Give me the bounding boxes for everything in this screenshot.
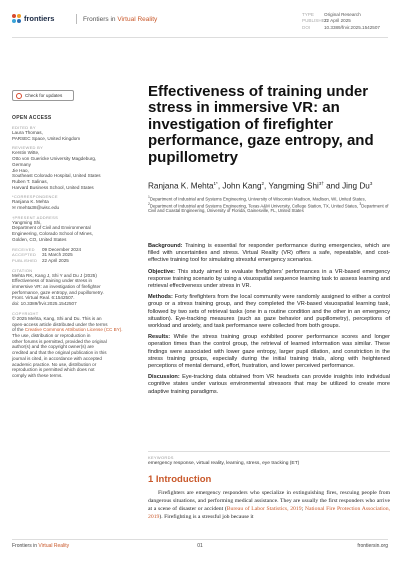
keywords-divider [148,451,390,452]
open-access-label: OPEN ACCESS [12,115,52,121]
citation-link[interactable]: National Fire Protection Association, 2019 [148,506,390,521]
frontiers-logo-icon [12,14,21,23]
meta-published: PUBLISHED22 April 2025 [302,18,351,24]
logo-dot [17,14,21,18]
footer-site-link[interactable]: frontiersin.org [357,543,388,549]
page-footer [12,543,388,553]
article-meta [302,12,380,31]
frontiers-logo[interactable] [12,14,54,23]
affiliations: $^1$Department of Industrial and Systems Engineering, University of Wisconsin Madison, Madison, WI, United States, $^2$Department of Industrial and Systems Engineering, Texas A&M University, College Station, TX, United States, $^3$Department of Civil and Coastal Engineering, University of Florida, Gainesville, FL, United States [148,195,389,214]
sidebar-present-address: †PRESENT ADDRESS Yangming Shi, Department of Civil and Environmental Engineering, Colorado School of Mines, Golden, CO, United States [12,214,93,242]
journal-name: Virtual Reality [117,15,158,23]
author-name[interactable]: John Kang [222,181,262,191]
check-for-updates-button[interactable]: Check for updates [12,90,74,101]
abstract [148,243,390,400]
cc-by-license-link[interactable]: Creative Commons Attribution License (CC BY). [24,327,123,333]
journal-prefix: Frontiers in [83,15,116,23]
sidebar-dates: RECEIVED 09 December 2024 ACCEPTED 31 March 2025 PUBLISHED 22 April 2025 [12,246,82,263]
author-list: Ranjana K. Mehta$^{1*}$, John Kang$^2$, Yangming Shi$^{3\dagger}$ and Jing Du$^3$ [148,181,373,191]
meta-doi: DOI 10.3389/frvir.2025.1542507 [302,24,380,30]
header-divider-line [12,37,388,38]
journal-title[interactable] [70,14,157,24]
keywords: emergency response, virtual reality, learning, stress, eye tracking (ET) [148,461,300,466]
article-title: Effectiveness of training under stress in immersive VR: an investigation of firefighter performance, gaze entropy, and pupillometry [148,83,374,166]
introduction-text: Firefighters are emergency responders who specialize in extinguishing fires, rescuing people from dangerous situations, and performing medical assistance. They are usually the first responders who arrive at a scene of disaster or accident (Bureau of Labor Statistics, 2019; National Fire Protection Association, 2019). Firefighting is a stressful job because it [148,490,390,521]
sidebar-copyright: COPYRIGHT © 2025 Mehta, Kang, Shi and Du. This is an open-access article distributed under the terms of the Creative Commons Attribution License (CC BY). The use, distribution or reproduction in other forums is permitted, provided the original author(s) and the copyright owner(s) are credited and that the original publication in this journal is cited, in accordance with accepted academic practice. No use, distribution or reproduction is permitted which does not comply with these terms. [12,310,123,378]
header-divider [76,14,77,24]
logo-dot [12,19,16,23]
abstract-methods: Methods: Forty firefighters from the local community were randomly assigned to either a control group or a stress training group, and they completed the VR-based visuospatial learning task, followed by two sets of retrieval tasks (one in a routine condition and the other in an emergency situation). Eye-tracking measures (such as gaze behavior and pupillometry), perceptions of workload and anxiety, and task performance were collected from both groups. [148,294,390,330]
sidebar-citation: CITATION Mehta RK, Kang J, Shi Y and Du J (2025) Effectiveness of training under stress in immersive VR: an investigation of firefighter performance, gaze entropy, and pupillometry. Front. Virtual Real. 6:1542507. doi: 10.3389/frvir.2025.1542507 [12,267,104,307]
author-name[interactable]: Ranjana K. Mehta [148,181,214,191]
citation-link[interactable]: Bureau of Labor Statistics, 2019 [226,506,302,513]
footer-divider [12,539,388,540]
page-number: 01 [197,543,203,549]
section-heading: 1 Introduction [148,474,212,485]
footer-journal[interactable]: Frontiers in Virtual Reality [12,543,70,549]
correspondence-email-link[interactable]: ✉ rmehta38@wisc.edu [12,205,60,211]
sidebar-reviewed-by: REVIEWED BY Kerstin Witte, Otto von Guericke University Magdeburg, Germany Jie Hao, Southeast Colorado Hospital, United States Ruben T. Salinas, Harvard Business School, United States [12,145,101,190]
logo-dot [12,14,16,18]
keywords-label: KEYWORDS [148,455,174,460]
author-name[interactable]: Jing Du [342,181,370,191]
page-header [12,12,388,34]
logo-dot [17,19,21,23]
meta-type: TYPE Original Research [302,12,361,17]
author-name[interactable]: Yangming Shi [268,181,319,191]
sidebar-correspondence: *CORRESPONDENCE Ranjana K. Mehta ✉ rmehta38@wisc.edu [12,194,130,210]
abstract-background: Background: Training is essential for responder performance during emergencies, which are filled with uncertainties and stress. Virtual Reality (VR) offers a safe, repeatable, and cost-effective training tool for simulating stressful emergency scenarios. [148,243,390,264]
abstract-objective: Objective: This study aimed to evaluate firefighters' performances in a VR-based emergency response training scenario by using a visuospatial sequence learning task to assess learning and retrieval effectiveness under stress in VR. [148,268,391,290]
abstract-discussion: Discussion: Eye-tracking data obtained from VR headsets can provide insights into individual cognitive states under various environmental stressors that may be utilized to create more adaptive training paradigms. [148,374,390,395]
abstract-results: Results: While the stress training group exhibited poorer performance scores and longer operation times than the control group, the retrieval of learned information was similar. These findings were associated with lower gaze entropy, larger pupil dilation, and constriction in the stress training groups, especially during the initial training trials, along with heightened perceptions of mental demand, effort, frustration, and lower perceived performance. [148,334,390,370]
article-sidebar [12,90,130,379]
update-icon [16,93,22,99]
brand-name: frontiers [24,14,55,23]
sidebar-edited-by: EDITED BY Laura Thomas, PARSEC Space, United Kingdom [12,125,81,141]
